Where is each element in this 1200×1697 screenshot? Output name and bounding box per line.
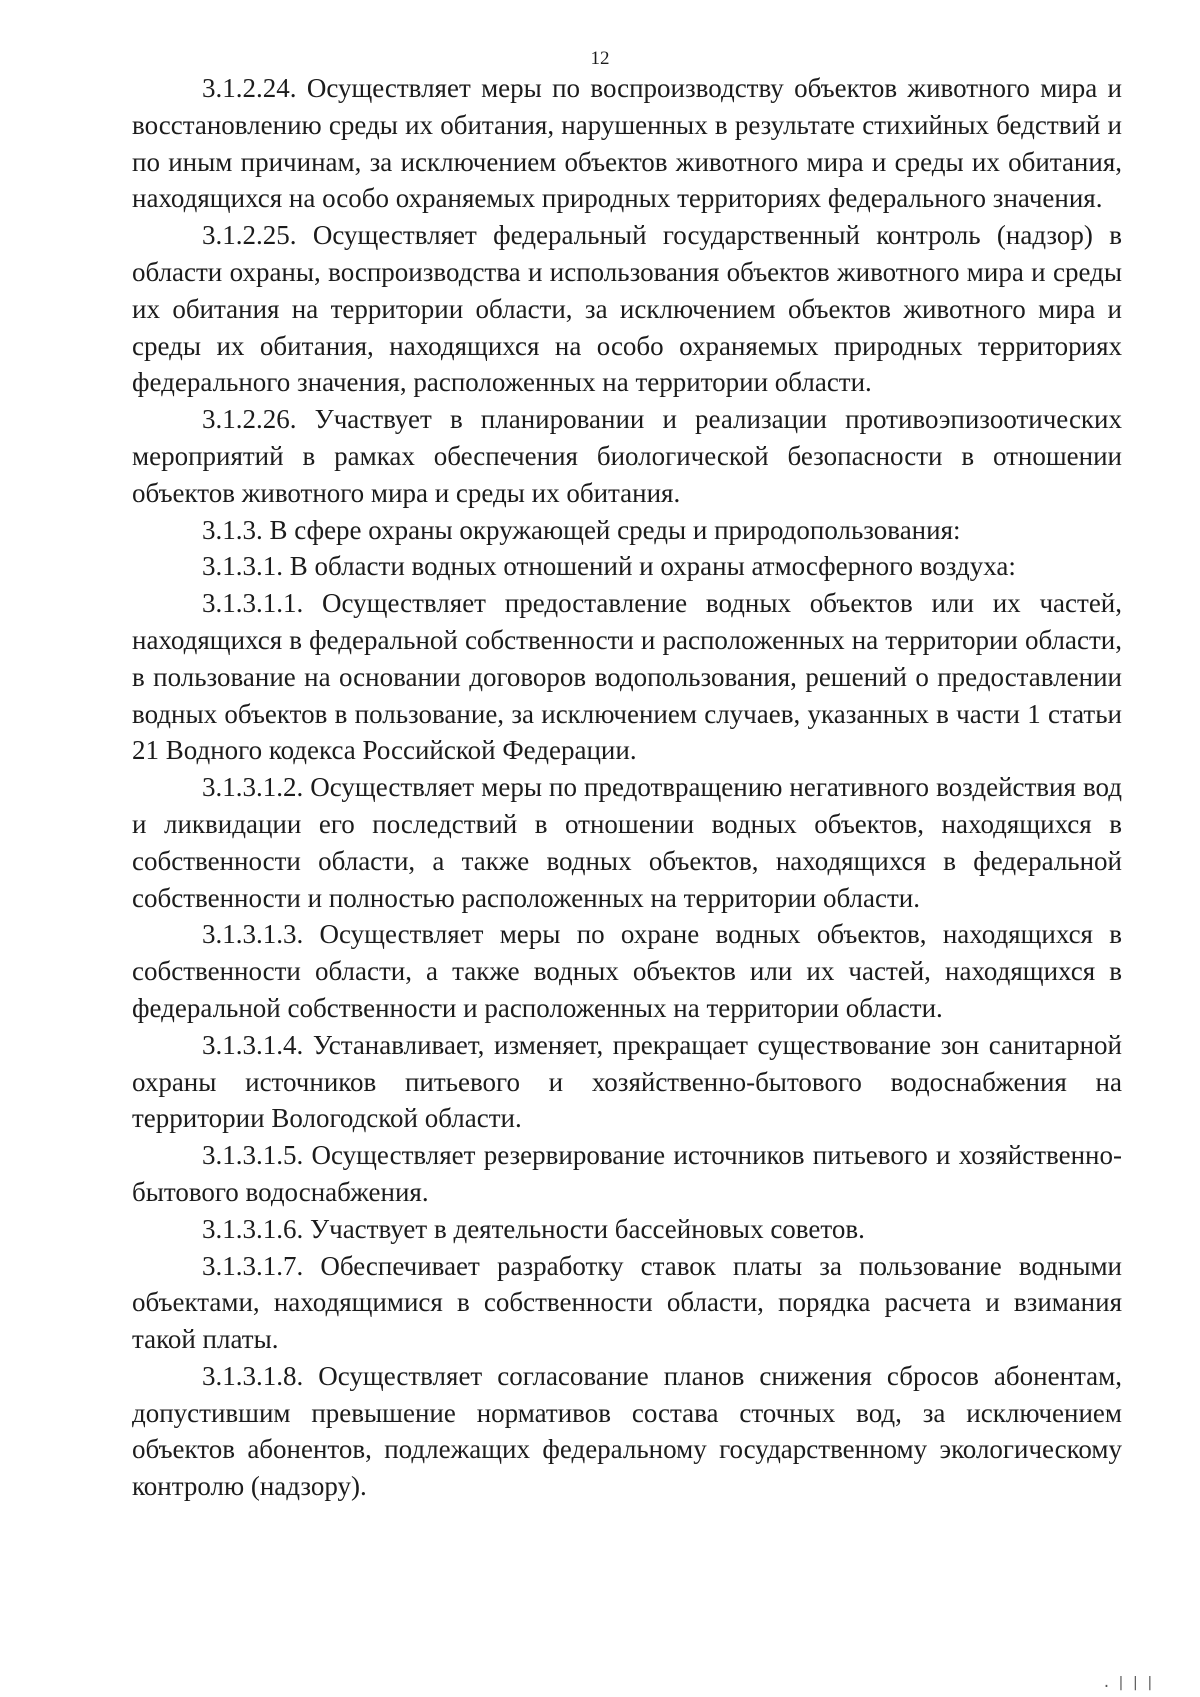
paragraph-3-1-3-1-1: 3.1.3.1.1. Осуществляет предоставление водных объектов или их частей, находящихся в федеральной собственности и расположенных на территории области, в пользование на основании договоров водопользования, решений о предоставлении водных объектов в пользование, за исключением случаев, указанных в части 1 статьи 21 Водного кодекса Российской Федерации.	[132, 588, 1122, 766]
paragraph-3-1-3-1: 3.1.3.1. В области водных отношений и охраны атмосферного воздуха:	[202, 551, 1016, 582]
paragraph-3-1-2-26: 3.1.2.26. Участвует в планировании и реализации противоэпизоотических мероприятий в рамках обеспечения биологической безопасности в отношении объектов животного мира и среды их обитания.	[132, 404, 1122, 508]
paragraph-3-1-3-1-5: 3.1.3.1.5. Осуществляет резервирование источников питьевого и хозяйственно-бытового водоснабжения.	[132, 1140, 1122, 1207]
paragraph-3-1-3-1-8: 3.1.3.1.8. Осуществляет согласование планов снижения сбросов абонентам, допустившим превышение нормативов состава сточных вод, за исключением объектов абонентов, подлежащих федеральному государственному экологическому контролю (надзору).	[132, 1360, 1122, 1502]
paragraph-3-1-3-1-3: 3.1.3.1.3. Осуществляет меры по охране водных объектов, находящихся в собственности области, а также водных объектов или их частей, находящихся в федеральной собственности и расположенных на территории области.	[132, 919, 1122, 1023]
document-body	[132, 70, 1122, 1505]
paragraph-3-1-3: 3.1.3. В сфере охраны окружающей среды и природопользования:	[202, 514, 961, 545]
scan-artifact-mark: .|||	[1102, 1675, 1160, 1691]
paragraph-3-1-3-1-4: 3.1.3.1.4. Устанавливает, изменяет, прекращает существование зон санитарной охраны источников питьевого и хозяйственно-бытового водоснабжения на территории Вологодской области.	[132, 1029, 1122, 1134]
page-number: 12	[590, 48, 610, 69]
paragraph-3-1-3-1-6: 3.1.3.1.6. Участвует в деятельности бассейновых советов.	[202, 1213, 865, 1244]
paragraph-3-1-2-24: 3.1.2.24. Осуществляет меры по воспроизводству объектов животного мира и восстановлению среды их обитания, нарушенных в результате стихийных бедствий и по иным причинам, за исключением объектов животного мира и среды их обитания, находящихся на особо охраняемых природных территориях федерального значения.	[132, 73, 1122, 214]
paragraph-3-1-2-25: 3.1.2.25. Осуществляет федеральный государственный контроль (надзор) в области охраны, воспроизводства и использования объектов животного мира и среды их обитания на территории области, за исключением объектов животного мира и среды их обитания, находящихся на особо охраняемых природных территориях федерального значения, расположенных на территории области.	[132, 220, 1122, 398]
paragraph-3-1-3-1-7: 3.1.3.1.7. Обеспечивает разработку ставок платы за пользование водными объектами, находящимися в собственности области, порядка расчета и взимания такой платы.	[132, 1250, 1122, 1355]
paragraph-3-1-3-1-2: 3.1.3.1.2. Осуществляет меры по предотвращению негативного воздействия вод и ликвидации его последствий в отношении водных объектов, находящихся в собственности области, а также водных объектов, находящихся в федеральной собственности и полностью расположенных на территории области.	[132, 772, 1122, 913]
